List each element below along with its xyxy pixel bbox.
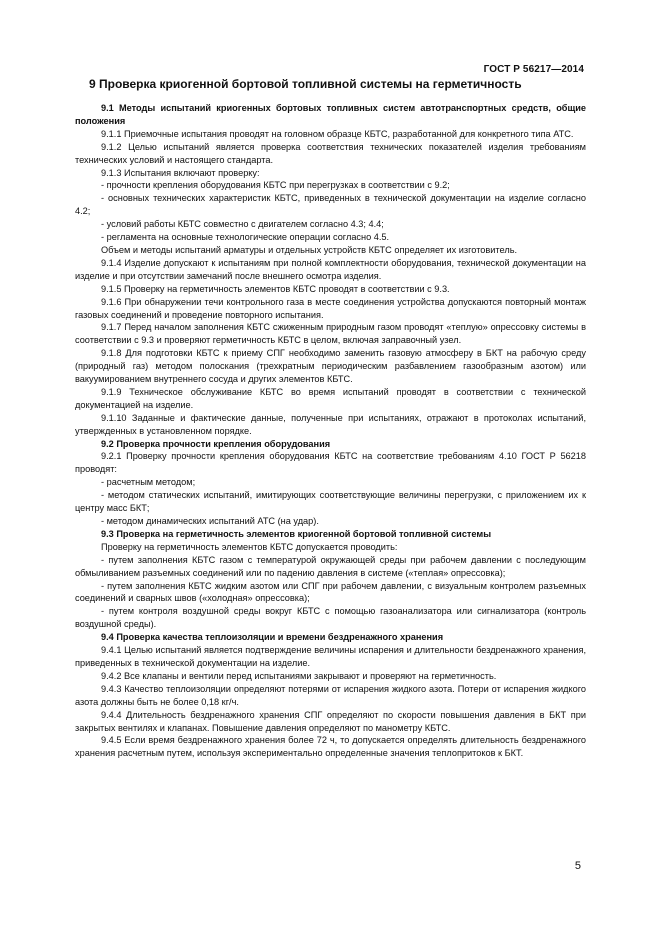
paragraph: 9.1.4 Изделие допускают к испытаниям при полной комплектности оборудования, технической документации на изделие и при отсутствии замечаний после внешнего осмотра изделия. <box>75 257 586 281</box>
paragraph: 9.4.3 Качество теплоизоляции определяют потерями от испарения жидкого азота. Потери от испарения жидкого азота должны быть не более 0,18 кг/ч. <box>75 683 586 707</box>
paragraph: - путем заполнения КБТС жидким азотом или СПГ при рабочем давлении, с визуальным контролем разъемных соединений и сварных швов («холодная» опрессовка); <box>75 580 586 604</box>
subsection-heading: 9.2 Проверка прочности крепления оборудования <box>101 438 331 449</box>
document-id: ГОСТ Р 56217—2014 <box>483 64 584 75</box>
paragraph: 9.1.7 Перед началом заполнения КБТС сжиженным природным газом проводят «теплую» опрессовку системы в соответствии с 9.3 и проверяют герметичность КБТС в целом, включая заправочный узел. <box>75 322 586 346</box>
paragraph: 9.1.2 Целью испытаний является проверка соответствия технических показателей изделия требованиям технических условий и настоящего стандарта. <box>75 141 586 165</box>
paragraph: - методом динамических испытаний АТС (на удар). <box>101 516 319 526</box>
paragraph: Проверку на герметичность элементов КБТС допускается проводить: <box>101 541 398 552</box>
paragraph: - условий работы КБТС совместно с двигателем согласно 4.3; 4.4; <box>101 219 384 230</box>
paragraph: - путем контроля воздушной среды вокруг КБТС с помощью газоанализатора или сигнализатора (контроль воздушной среды). <box>75 606 586 630</box>
paragraph: - регламента на основные технологические операции согласно 4.5. <box>101 232 390 243</box>
paragraph: - основных технических характеристик КБТС, приведенных в технической документации на изделие согласно 4.2; <box>75 193 586 217</box>
section-title: 9 Проверка криогенной бортовой топливной системы на герметичность <box>89 77 522 91</box>
subsection-heading: 9.4 Проверка качества теплоизоляции и времени бездренажного хранения <box>101 632 444 643</box>
paragraph: 9.2.1 Проверку прочности крепления оборудования КБТС на соответствие требованиям 4.10 ГОСТ Р 56218 проводят: <box>75 451 586 475</box>
paragraph: 9.4.4 Длительность бездренажного хранения СПГ определяют по скорости повышения давления в БКТ при закрытых вентилях и клапанах. Повышение давления определяют по манометру КБТС. <box>75 709 586 733</box>
paragraph: 9.1.3 Испытания включают проверку: <box>101 167 260 178</box>
paragraph: - прочности крепления оборудования КБТС при перегрузках в соответствии с 9.2; <box>101 180 450 191</box>
page-number: 5 <box>574 860 581 872</box>
paragraph: 9.4.5 Если время бездренажного хранения более 72 ч, то допускается определять длительность бездренажного хранения расчетным путем, используя экспериментально определенные значения теплопритоков к БКТ. <box>75 735 586 759</box>
subsection-heading: 9.1 Методы испытаний криогенных бортовых топливных систем автотранспортных средств, общие положения <box>75 103 586 126</box>
paragraph: 9.1.6 При обнаружении течи контрольного газа в месте соединения устройства допускаются повторный монтаж газовых соединений и проведение повторного испытания. <box>75 296 586 320</box>
paragraph: 9.4.1 Целью испытаний является подтверждение величины испарения и длительности бездренажного хранения, приведенных в технической документации на изделие. <box>75 645 586 668</box>
paragraph: 9.1.9 Техническое обслуживание КБТС во время испытаний проводят в соответствии с технической документацией на изделие. <box>75 386 586 410</box>
paragraph: Объем и методы испытаний арматуры и отдельных устройств КБТС определяет их изготовитель. <box>101 244 518 255</box>
paragraph: - методом статических испытаний, имитирующих соответствующие величины перегрузки, с приложением их к центру масс БКТ; <box>75 490 586 514</box>
paragraph: 9.1.8 Для подготовки КБТС к приему СПГ необходимо заменить газовую атмосферу в БКТ на рабочую среду (природный газ) методом полоскания (трехкратным периодическим разбавлением газообразным азотом) или вакуумированием внутреннего сосуда и других элементов КБТС. <box>75 348 586 385</box>
paragraph: - расчетным методом; <box>101 477 196 488</box>
paragraph: 9.1.1 Приемочные испытания проводят на головном образце КБТС, разработанной для конкретного типа АТС. <box>101 128 574 139</box>
paragraph: 9.1.10 Заданные и фактические данные, полученные при испытаниях, отражают в протоколах испытаний, утвержденных в установленном порядке. <box>75 412 586 436</box>
paragraph: 9.4.2 Все клапаны и вентили перед испытаниями закрывают и проверяют на герметичность. <box>101 670 497 681</box>
subsection-heading: 9.3 Проверка на герметичность элементов криогенной бортовой топливной системы <box>101 528 492 539</box>
paragraph: 9.1.5 Проверку на герметичность элементов КБТС проводят в соответствии с 9.3. <box>101 283 450 294</box>
section-body <box>75 102 586 760</box>
paragraph: - путем заполнения КБТС газом с температурой окружающей среды при рабочем давлении с последующим обмыливанием разъемных соединений или по падению давления в системе («теплая» опрессовка); <box>75 554 586 578</box>
